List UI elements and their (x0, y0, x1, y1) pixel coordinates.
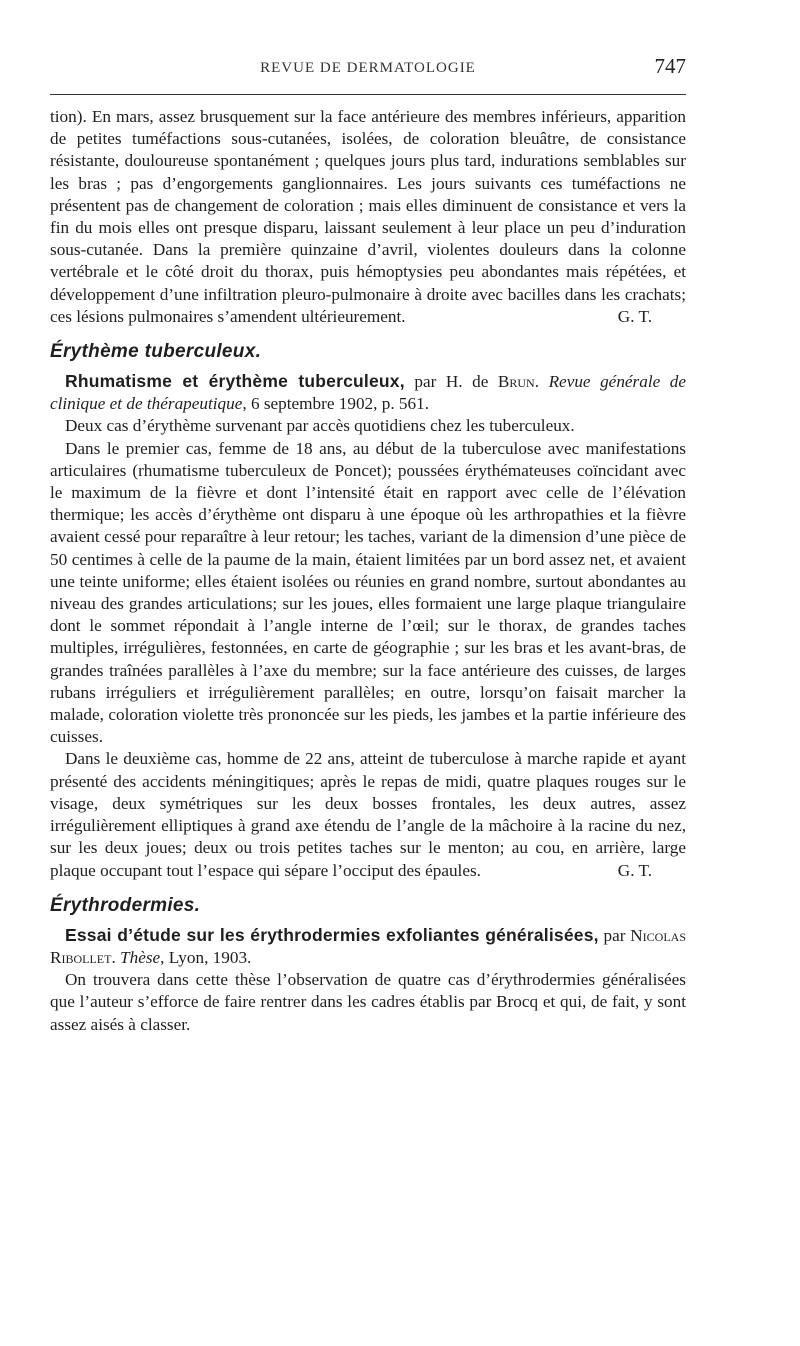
byline-2: par (598, 925, 631, 945)
section-heading-erytheme: Érythème tuberculeux. (50, 341, 262, 363)
author-1: Brun (497, 372, 535, 392)
journal-1: Revue générale de clinique et de thérapeutique (50, 372, 686, 414)
these-label: Thèse (120, 947, 161, 967)
paragraph: Deux cas d’érythème survenant par accès quotidiens chez les tuberculeux. (65, 416, 575, 436)
article-reference-1 (50, 370, 686, 415)
running-title: REVUE DE DERMATOLOGIE (260, 60, 476, 76)
author-2: Nicolas Ribollet (50, 925, 686, 967)
separator-2: . (111, 947, 121, 967)
article-title-1: Rhumatisme et érythème tuberculeux, (65, 371, 405, 392)
article-reference-2 (50, 924, 686, 969)
paragraph-text: Dans le deuxième cas, homme de 22 ans, atteint de tuberculose à marche rapide et ayant présenté des accidents méningitiques; après le repas de midi, quatre plaques rouges sur le visage, deux symétriques sur les deux bosses frontales, les deux autres, assez irrégulièrement elliptiques à grand axe étendu de l’angle de la mâchoire à la racine du nez, sur les deux joues; deux ou trois petites taches sur le menton; au cou, en arrière, large plaque occupant tout l’espace qui sépare l’occiput des épaules. (50, 749, 686, 880)
page-number: 747 (654, 54, 686, 78)
citation-1: , 6 septembre 1902, p. 561. (242, 394, 430, 414)
paragraph (50, 748, 686, 881)
article-body (50, 106, 686, 1036)
section-heading-erythrodermies: Érythrodermies. (50, 894, 201, 916)
paragraph: On trouvera dans cette thèse l’observation de quatre cas d’érythrodermies généralisées que l’auteur s’efforce de faire rentrer dans les cadres établis par Brocq et qui, de fait, y sont assez aisés à classer. (50, 970, 686, 1034)
byline-1: par H. de (404, 372, 498, 392)
intro-signature: G. T. (617, 306, 652, 326)
intro-paragraph (50, 106, 686, 328)
separator-1: . (534, 372, 549, 392)
section1-signature: G. T. (617, 860, 652, 880)
citation-2: , Lyon, 1903. (160, 947, 252, 967)
running-header (50, 54, 686, 90)
intro-text: tion). En mars, assez brusquement sur la face antérieure des membres inférieurs, apparition de petites tuméfactions sous-cutanées, isolées, de coloration bleuâtre, de consistance résistante, douloureuse spontanément ; quelques jours plus tard, indurations semblables sur les bras ; pas d’engorgements ganglionnaires. Les jours suivants ces tuméfactions ne présentent pas de changement de coloration ; mais elles diminuent de consistance et vers la fin du mois elles ont presque disparu, laissant seulement à leur place un peu d’induration sous-cutanée. Dans la première quinzaine d’avril, violentes douleurs dans la colonne vertébrale et le côté droit du thorax, puis hémoptysies peu abondantes mais répétées, et développement d’une infiltration pleuro-pulmonaire à droite avec bacilles dans les crachats; ces lésions pulmonaires s’amendent ultérieurement. (50, 107, 686, 326)
paragraph: Dans le premier cas, femme de 18 ans, au début de la tuberculose avec manifestations articulaires (rhumatisme tuberculeux de Poncet); poussées érythémateuses coïncidant avec le maximum de la fièvre et dont l’intensité était en rapport avec celle de l’élévation thermique; les accès d’érythème ont disparu à une époque où les arthropathies et la fièvre avaient cessé pour reparaître à leur retour; les taches, variant de la dimension d’une pièce de 50 centimes à celle de la paume de la main, étaient limitées par un bord assez net, et avaient une teinte uniforme; elles étaient isolées ou réunies en grand nombre, surtout abondantes au niveau des grandes articulations; sur les joues, elles formaient une large plaque triangulaire dont le sommet répondait à l’angle interne de l’œil; sur le thorax, de grandes taches multiples, irrégulières, festonnées, en carte de géographie ; sur les bras et les avant-bras, de grandes traînées parallèles à l’axe du membre; sur la face antérieure des cuisses, de larges rubans irréguliers et irrégulièrement parallèles; en outre, lorsqu’on faisait marcher la malade, coloration violette très prononcée sur les pieds, les jambes et la partie inférieure des cuisses. (50, 438, 686, 747)
header-rule (50, 94, 686, 95)
article-title-2: Essai d’étude sur les érythrodermies exfoliantes généralisées, (65, 924, 599, 945)
